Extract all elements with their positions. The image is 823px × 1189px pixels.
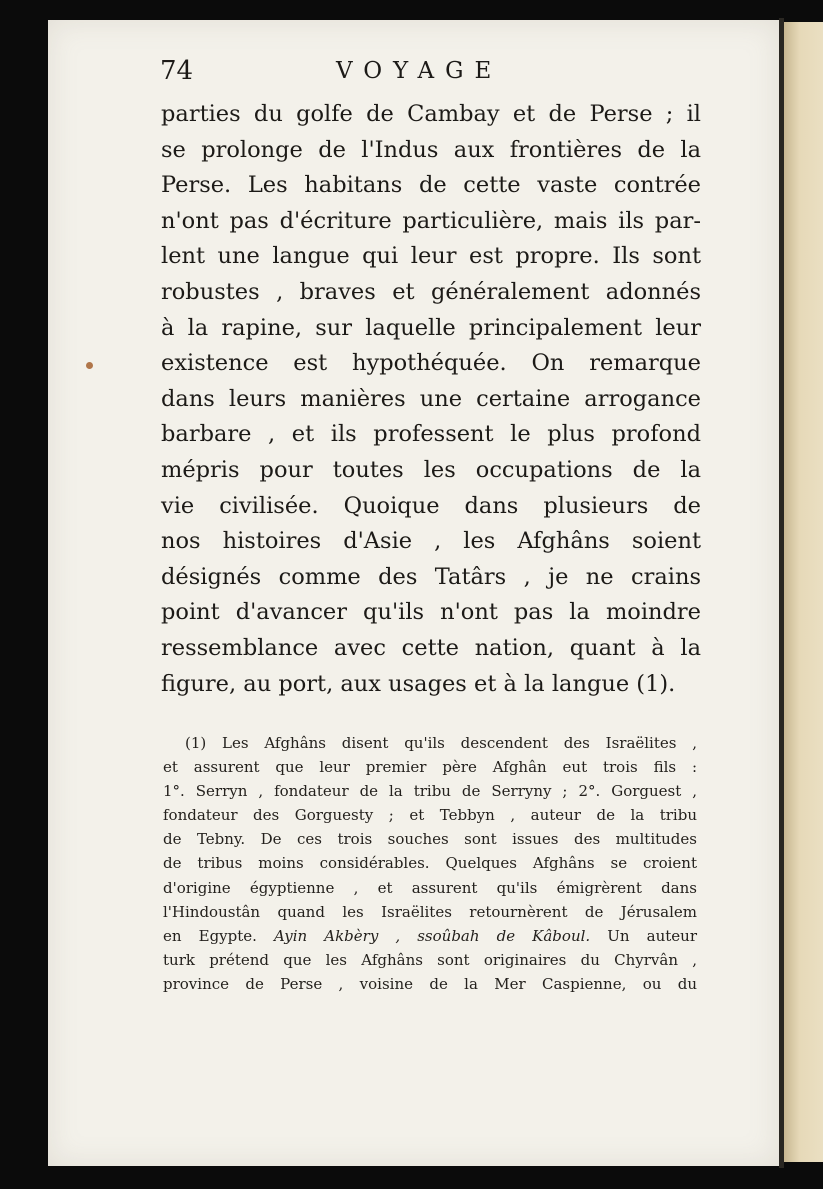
text-line: lent une langue qui leur est propre. Ils sont <box>161 243 701 270</box>
text-line: parties du golfe de Cambay et de Perse ; il <box>161 101 701 127</box>
footnote-line: 1°. Serryn , fondateur de la tribu de Serryny ; 2°. Gorguest , <box>163 782 697 801</box>
footnote-line: fondateur des Gorguesty ; et Tebbyn , auteur de la tribu <box>163 806 697 825</box>
footnote-line: turk prétend que les Afghâns sont originaires du Chyrvân , <box>163 950 697 969</box>
text-line: barbare , et ils professent le plus profond <box>161 421 701 448</box>
text-line: robustes , braves et généralement adonnés <box>161 278 701 305</box>
footnote-text: en Egypte. <box>163 926 257 945</box>
text-line: se prolonge de l'Indus aux frontières de la <box>161 136 701 163</box>
page-header <box>160 56 700 94</box>
footnote-line: et assurent que leur premier père Afghân eut trois fils : <box>163 758 697 777</box>
facing-page-edge <box>784 22 823 1162</box>
text-line: ressemblance avec cette nation, quant à la <box>161 634 701 661</box>
running-head: VOYAGE <box>336 58 503 84</box>
text-line: Perse. Les habitans de cette vaste contrée <box>161 172 701 199</box>
page-number: 74 <box>160 56 194 86</box>
footnote-line: (1) Les Afghâns disent qu'ils descendent des Israëlites , <box>185 734 697 752</box>
footnote-line <box>163 924 697 948</box>
footnote-text: Un auteur <box>607 926 697 945</box>
footnote-line: de Tebny. De ces trois souches sont issues des multitudes <box>163 830 697 849</box>
text-line: point d'avancer qu'ils n'ont pas la moindre <box>161 599 701 626</box>
text-line: à la rapine, sur laquelle principalement leur <box>161 314 701 341</box>
footnote-line: d'origine égyptienne , et assurent qu'ils émigrèrent dans <box>163 878 697 897</box>
foxing-spot <box>86 362 93 369</box>
text-line: existence est hypothéquée. On remarque <box>161 350 701 377</box>
text-line: figure, au port, aux usages et à la langue (1). <box>161 670 676 697</box>
footnote-citation-italic: Ayin Akbèry , ssoûbah de Kâboul. <box>274 926 591 945</box>
text-line: désignés comme des Tatârs , je ne crains <box>161 563 701 590</box>
text-line: nos histoires d'Asie , les Afghâns soient <box>161 528 701 555</box>
footnote <box>163 731 697 996</box>
footnote-line: l'Hindoustân quand les Israëlites retournèrent de Jérusalem <box>163 902 697 921</box>
text-line: n'ont pas d'écriture particulière, mais ils par- <box>161 207 701 234</box>
footnote-line: province de Perse , voisine de la Mer Caspienne, ou du <box>163 974 697 993</box>
main-text <box>161 97 701 702</box>
text-line: vie civilisée. Quoique dans plusieurs de <box>161 492 701 519</box>
text-line: mépris pour toutes les occupations de la <box>161 456 701 483</box>
footnote-line: de tribus moins considérables. Quelques Afghâns se croient <box>163 854 697 873</box>
text-line: dans leurs manières une certaine arrogance <box>161 385 701 412</box>
